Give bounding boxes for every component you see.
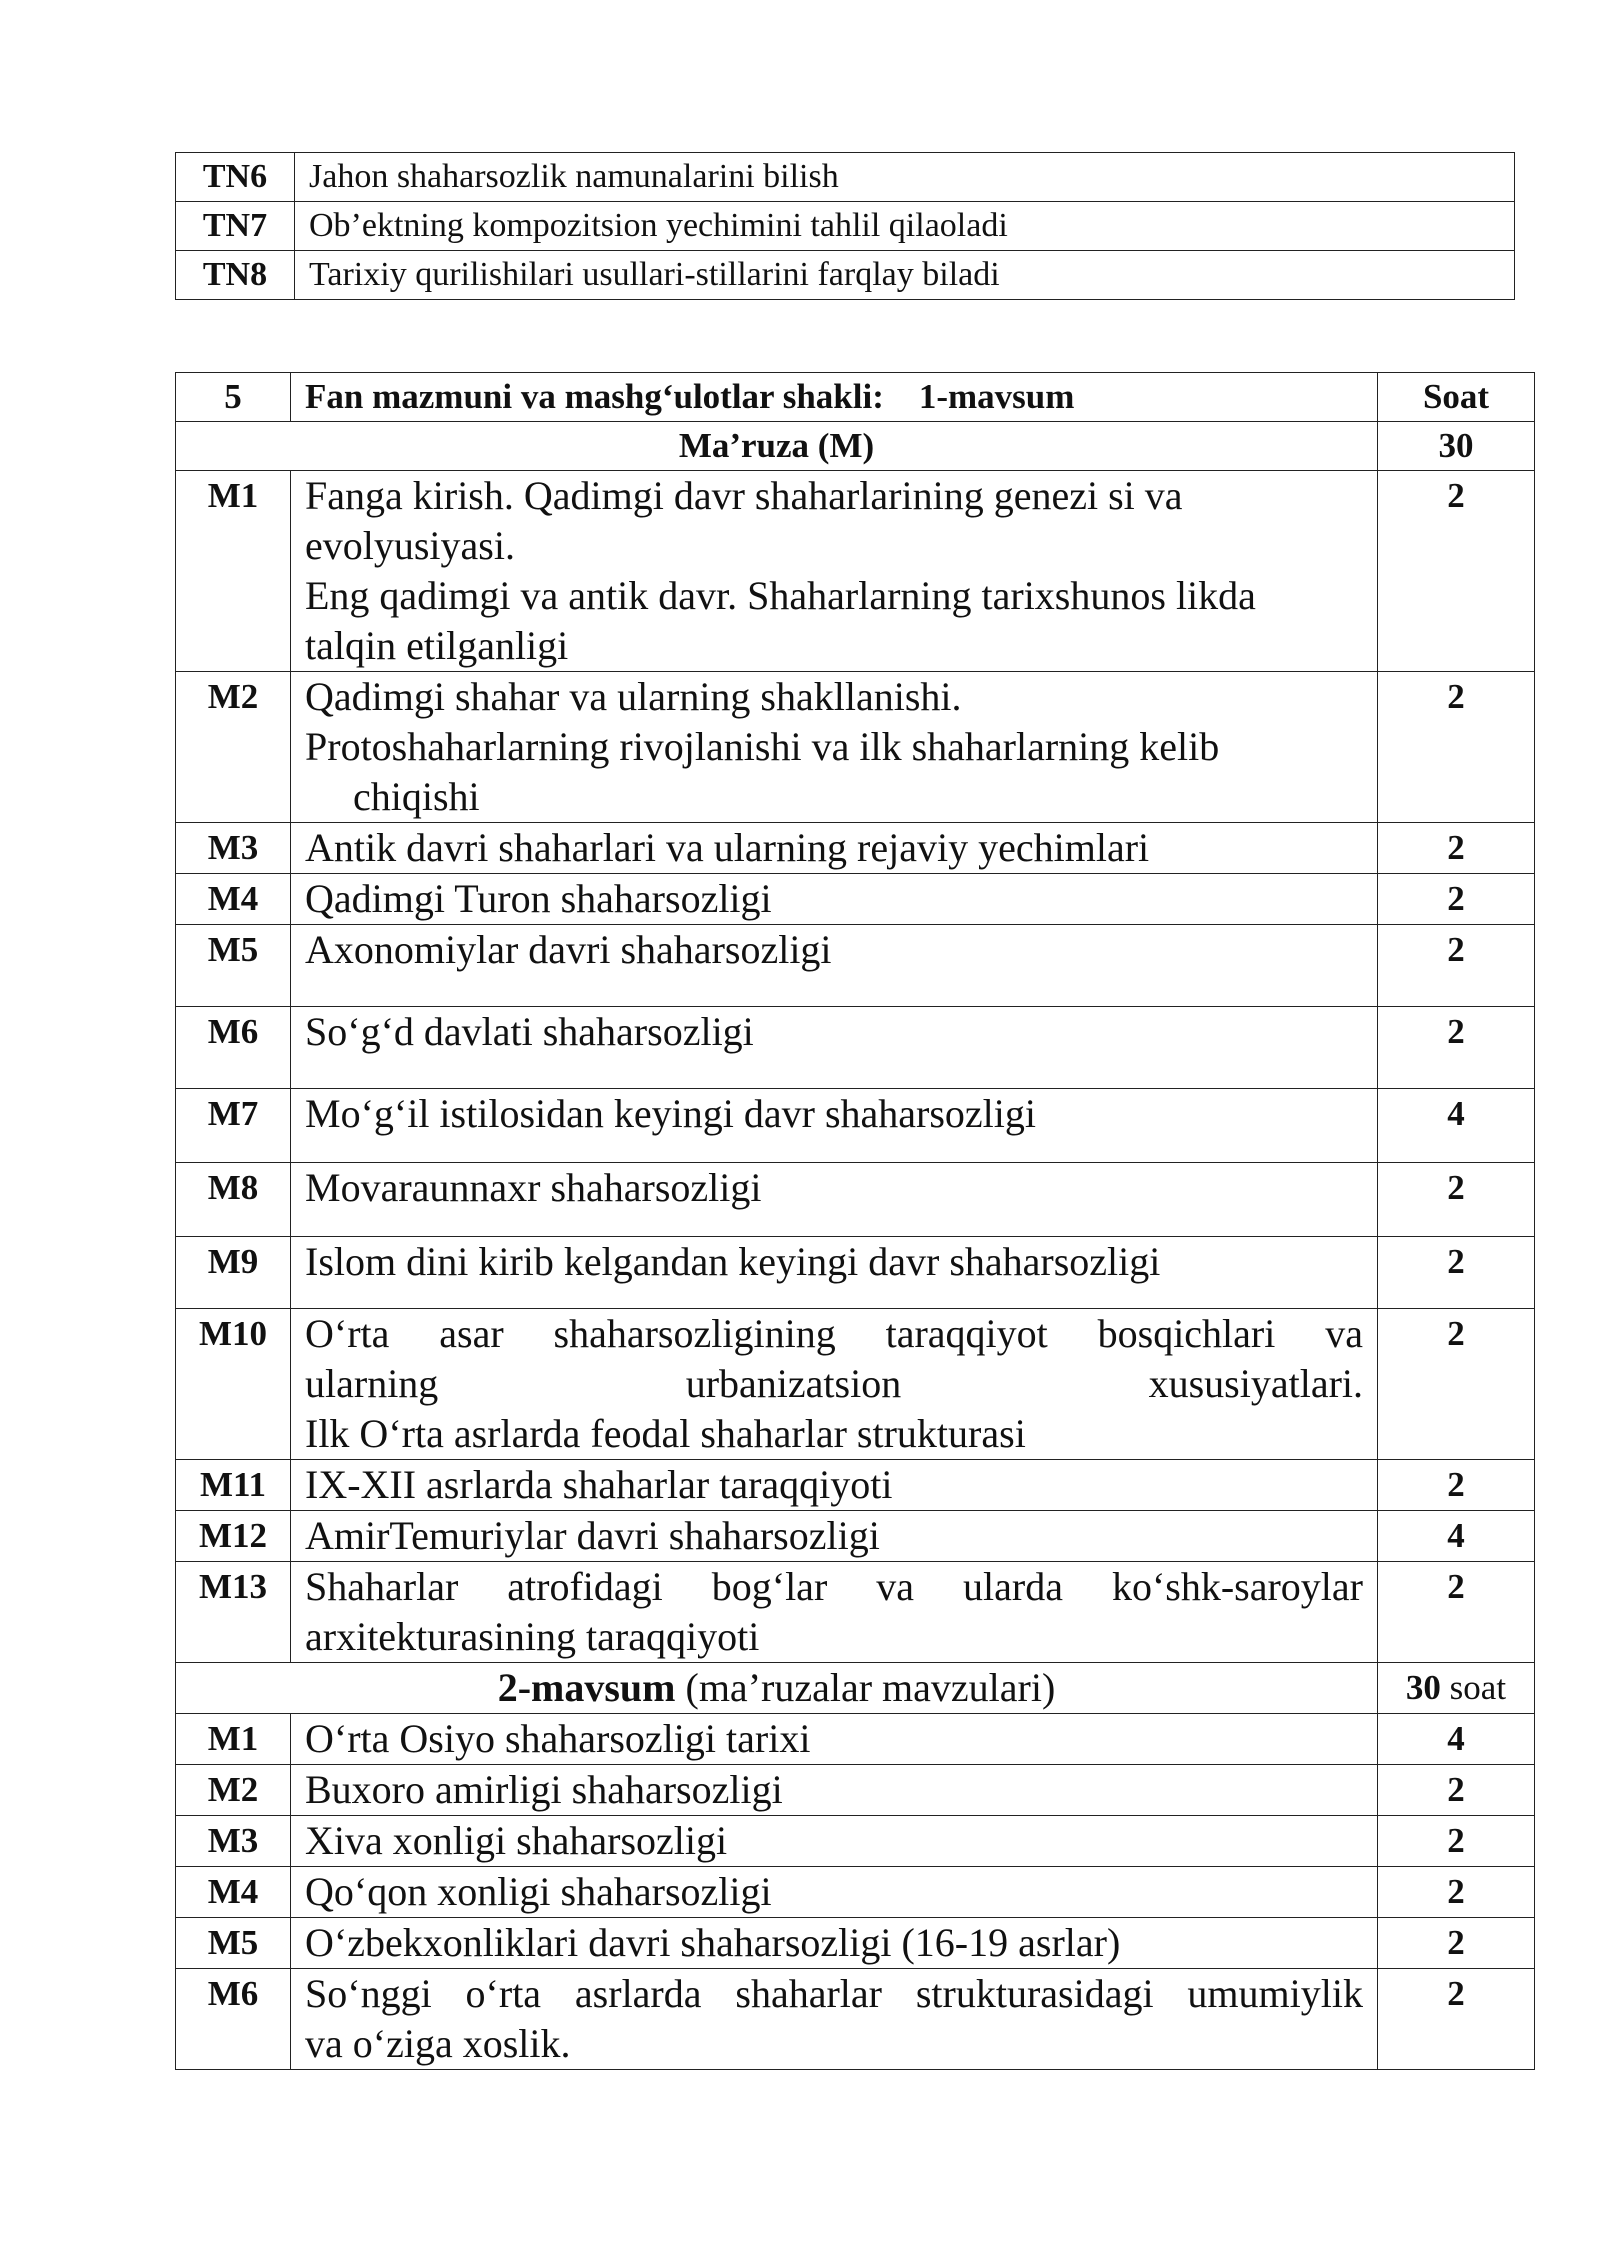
lecture-topic-line: So‘nggi o‘rta asrlarda shaharlar strukturasidagi umumiylik bbox=[305, 1971, 1363, 2016]
lecture-row bbox=[176, 1237, 1535, 1309]
lecture-topic bbox=[291, 1714, 1378, 1765]
lecture-topic-line: Qadimgi shahar va ularning shakllanishi. bbox=[305, 674, 962, 719]
lecture-topic bbox=[291, 1867, 1378, 1918]
lecture-hours: 4 bbox=[1378, 1511, 1535, 1562]
semester2-subtitle: (ma’ruzalar mavzulari) bbox=[675, 1665, 1056, 1710]
semester2-label: 2-mavsum bbox=[497, 1665, 676, 1710]
lecture-code: M10 bbox=[176, 1309, 291, 1460]
lecture-topic-line: ularning urbanizatsion xususiyatlari. bbox=[305, 1361, 1363, 1406]
lecture-total-hours: 30 bbox=[1378, 422, 1535, 471]
lecture-code: M1 bbox=[176, 1714, 291, 1765]
lecture-row bbox=[176, 1007, 1535, 1089]
lecture-hours: 2 bbox=[1378, 1007, 1535, 1089]
lecture-row bbox=[176, 1867, 1535, 1918]
lecture-row bbox=[176, 1969, 1535, 2070]
lecture-code: M13 bbox=[176, 1562, 291, 1663]
lecture-code: M9 bbox=[176, 1237, 291, 1309]
lecture-code: M3 bbox=[176, 1816, 291, 1867]
lecture-hours: 2 bbox=[1378, 823, 1535, 874]
lecture-topic-line: O‘rta asar shaharsozligining taraqqiyot bosqichlari va bbox=[305, 1311, 1363, 1356]
lecture-topic bbox=[291, 1007, 1378, 1089]
lecture-hours: 2 bbox=[1378, 1867, 1535, 1918]
lecture-topic-line: Shaharlar atrofidagi bog‘lar va ularda ko‘shk-saroylar bbox=[305, 1564, 1363, 1609]
outcome-text: Tarixiy qurilishilari usullari-stillarini farqlay biladi bbox=[295, 251, 1515, 300]
lecture-topic-line: Protoshaharlarning rivojlanishi va ilk shaharlarning kelib bbox=[305, 724, 1220, 769]
semester2-header-row bbox=[176, 1663, 1535, 1714]
lecture-code: M12 bbox=[176, 1511, 291, 1562]
lecture-row bbox=[176, 823, 1535, 874]
learning-outcomes-table bbox=[175, 152, 1515, 300]
table-header-row bbox=[176, 373, 1535, 422]
lecture-code: M3 bbox=[176, 823, 291, 874]
lecture-hours: 2 bbox=[1378, 672, 1535, 823]
lecture-row bbox=[176, 1163, 1535, 1237]
lecture-topic bbox=[291, 1562, 1378, 1663]
lecture-row bbox=[176, 1765, 1535, 1816]
lecture-topic-line: Antik davri shaharlari va ularning rejaviy yechimlari bbox=[305, 825, 1150, 870]
lecture-topic-line: evolyusiyasi. bbox=[305, 523, 515, 568]
lecture-topic bbox=[291, 874, 1378, 925]
lecture-topic-line: So‘g‘d davlati shaharsozligi bbox=[305, 1009, 754, 1054]
lecture-code: M6 bbox=[176, 1007, 291, 1089]
lecture-code: M6 bbox=[176, 1969, 291, 2070]
lecture-topic bbox=[291, 823, 1378, 874]
lecture-hours: 4 bbox=[1378, 1089, 1535, 1163]
lecture-topic-line: va o‘ziga xoslik. bbox=[305, 2021, 571, 2066]
lecture-topic-line: Xiva xonligi shaharsozligi bbox=[305, 1818, 728, 1863]
lecture-topic bbox=[291, 471, 1378, 672]
course-content-table bbox=[175, 372, 1535, 2070]
lecture-row bbox=[176, 1511, 1535, 1562]
lecture-topic-line: talqin etilganligi bbox=[305, 623, 569, 668]
lecture-topic bbox=[291, 1511, 1378, 1562]
lecture-topic bbox=[291, 925, 1378, 1007]
lecture-code: M4 bbox=[176, 1867, 291, 1918]
semester2-hours-value: 30 bbox=[1405, 1668, 1441, 1707]
lecture-topic bbox=[291, 1309, 1378, 1460]
lecture-hours: 2 bbox=[1378, 1309, 1535, 1460]
lecture-row bbox=[176, 925, 1535, 1007]
lecture-hours: 2 bbox=[1378, 1765, 1535, 1816]
lecture-hours: 2 bbox=[1378, 1969, 1535, 2070]
lecture-code: M5 bbox=[176, 925, 291, 1007]
lecture-topic-line: Fanga kirish. Qadimgi davr shaharlarining genezi si va bbox=[305, 473, 1183, 518]
semester2-header bbox=[176, 1663, 1378, 1714]
lecture-header-row bbox=[176, 422, 1535, 471]
lecture-topic-line: Axonomiylar davri shaharsozligi bbox=[305, 927, 832, 972]
semester2-total-hours bbox=[1378, 1663, 1535, 1714]
lecture-topic-line: IX-XII asrlarda shaharlar taraqqiyoti bbox=[305, 1462, 893, 1507]
lecture-hours: 2 bbox=[1378, 1918, 1535, 1969]
lecture-topic-line: Qadimgi Turon shaharsozligi bbox=[305, 876, 772, 921]
lecture-code: M5 bbox=[176, 1918, 291, 1969]
lecture-topic-line: O‘rta Osiyo shaharsozligi tarixi bbox=[305, 1716, 811, 1761]
lecture-topic bbox=[291, 1237, 1378, 1309]
lecture-row bbox=[176, 1714, 1535, 1765]
lecture-row bbox=[176, 1562, 1535, 1663]
lecture-topic bbox=[291, 1163, 1378, 1237]
lecture-row bbox=[176, 1309, 1535, 1460]
table-row bbox=[176, 202, 1515, 251]
lecture-topic-line: Ilk O‘rta asrlarda feodal shaharlar strukturasi bbox=[305, 1411, 1026, 1456]
table-row bbox=[176, 153, 1515, 202]
lecture-code: M4 bbox=[176, 874, 291, 925]
lecture-topic-line: Mo‘g‘il istilosidan keyingi davr shaharsozligi bbox=[305, 1091, 1036, 1136]
lecture-topic-line: O‘zbekxonliklari davri shaharsozligi (16-19 asrlar) bbox=[305, 1920, 1121, 1965]
lecture-hours: 2 bbox=[1378, 925, 1535, 1007]
lecture-topic-line: Eng qadimgi va antik davr. Shaharlarning tarixshunos likda bbox=[305, 573, 1256, 618]
lecture-code: M8 bbox=[176, 1163, 291, 1237]
lecture-row bbox=[176, 1816, 1535, 1867]
lecture-row bbox=[176, 471, 1535, 672]
lecture-topic-line: chiqishi bbox=[353, 774, 480, 819]
lecture-topic-line: Qo‘qon xonligi shaharsozligi bbox=[305, 1869, 772, 1914]
lecture-topic bbox=[291, 1765, 1378, 1816]
lecture-hours: 2 bbox=[1378, 1816, 1535, 1867]
lecture-hours: 2 bbox=[1378, 1163, 1535, 1237]
lecture-topic-line: arxitekturasining taraqqiyoti bbox=[305, 1614, 760, 1659]
lecture-topic-line: Movaraunnaxr shaharsozligi bbox=[305, 1165, 762, 1210]
lecture-hours: 2 bbox=[1378, 874, 1535, 925]
lecture-code: M2 bbox=[176, 1765, 291, 1816]
lecture-topic-line: Islom dini kirib kelgandan keyingi davr shaharsozligi bbox=[305, 1239, 1161, 1284]
outcome-text: Ob’ektning kompozitsion yechimini tahlil qilaoladi bbox=[295, 202, 1515, 251]
lecture-hours: 2 bbox=[1378, 1562, 1535, 1663]
lecture-topic bbox=[291, 1816, 1378, 1867]
lecture-topic bbox=[291, 1089, 1378, 1163]
lecture-row bbox=[176, 1918, 1535, 1969]
lecture-code: M1 bbox=[176, 471, 291, 672]
lecture-row bbox=[176, 1460, 1535, 1511]
lecture-hours: 4 bbox=[1378, 1714, 1535, 1765]
lecture-hours: 2 bbox=[1378, 471, 1535, 672]
lecture-hours: 2 bbox=[1378, 1460, 1535, 1511]
lecture-row bbox=[176, 1089, 1535, 1163]
lecture-topic bbox=[291, 672, 1378, 823]
table-row bbox=[176, 251, 1515, 300]
lecture-topic-line: Buxoro amirligi shaharsozligi bbox=[305, 1767, 783, 1812]
lecture-topic bbox=[291, 1969, 1378, 2070]
lecture-topic bbox=[291, 1918, 1378, 1969]
lecture-header-label: Ma’ruza (M) bbox=[176, 422, 1378, 471]
lecture-code: M2 bbox=[176, 672, 291, 823]
semester2-hours-unit: soat bbox=[1440, 1668, 1507, 1707]
outcome-text: Jahon shaharsozlik namunalarini bilish bbox=[295, 153, 1515, 202]
section-number: 5 bbox=[176, 373, 291, 422]
lecture-hours: 2 bbox=[1378, 1237, 1535, 1309]
hours-column-label: Soat bbox=[1378, 373, 1535, 422]
outcome-code: TN6 bbox=[176, 153, 295, 202]
section-title: Fan mazmuni va mashg‘ulotlar shakli: 1-mavsum bbox=[291, 373, 1378, 422]
outcome-code: TN8 bbox=[176, 251, 295, 300]
lecture-topic bbox=[291, 1460, 1378, 1511]
lecture-topic-line: AmirTemuriylar davri shaharsozligi bbox=[305, 1513, 880, 1558]
outcome-code: TN7 bbox=[176, 202, 295, 251]
lecture-row bbox=[176, 672, 1535, 823]
lecture-row bbox=[176, 874, 1535, 925]
lecture-code: M7 bbox=[176, 1089, 291, 1163]
lecture-code: M11 bbox=[176, 1460, 291, 1511]
